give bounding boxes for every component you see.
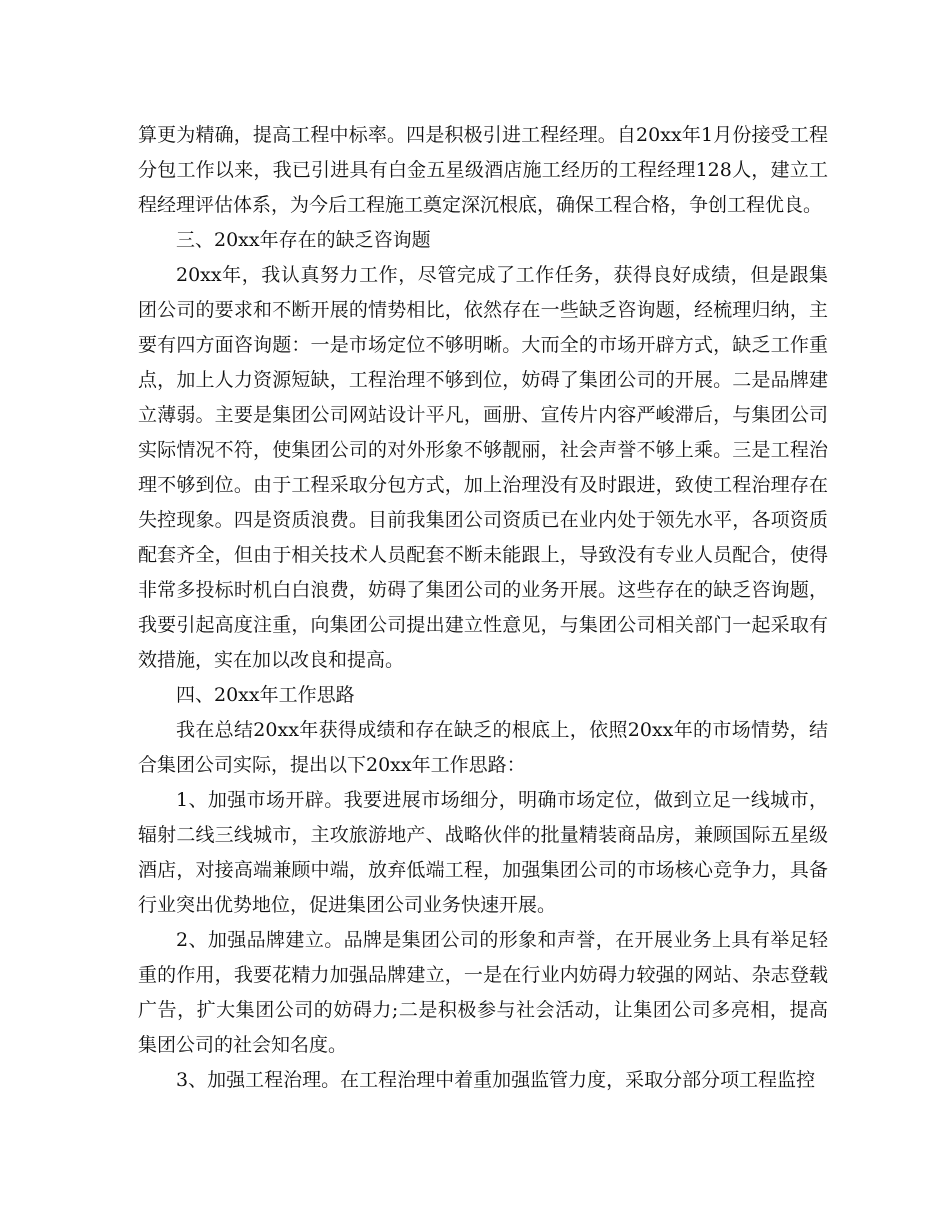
paragraph-intro: 我在总结20xx年获得成绩和存在缺乏的根底上，依照20xx年的市场情势，结合集团公司实际，提出以下20xx年工作思路： xyxy=(138,719,828,776)
paragraph-continuation: 算更为精确，提高工程中标率。四是积极引进工程经理。自20xx年1月份接受工程分包工作以来，我已引进具有白金五星级酒店施工经历的工程经理128人，建立工程经理评估体系，为今后工程施工奠定深沉根底，确保工程合格，争创工程优良。 xyxy=(138,124,828,216)
list-item-1: 1、加强市场开辟。我要进展市场细分，明确市场定位，做到立足一线城市，辐射二线三线城市，主攻旅游地产、战略伙伴的批量精装商品房，兼顾国际五星级酒店，对接高端兼顾中端，放弃低端工程，加强集团公司的市场核心竞争力，具备行业突出优势地位，促进集团公司业务快速开展。 xyxy=(138,789,828,916)
list-item-3: 3、加强工程治理。在工程治理中着重加强监管力度，采取分部分项工程监控 xyxy=(176,1069,816,1091)
document-body xyxy=(138,118,828,1098)
list-item-2: 2、加强品牌建立。品牌是集团公司的形象和声誉，在开展业务上具有举足轻重的作用，我要花精力加强品牌建立，一是在行业内妨碍力较强的网站、杂志登载广告，扩大集团公司的妨碍力;二是积极参与社会活动，让集团公司多亮相，提高集团公司的社会知名度。 xyxy=(138,929,828,1056)
section-heading-3: 三、20xx年存在的缺乏咨询题 xyxy=(176,229,431,251)
section-heading-4: 四、20xx年工作思路 xyxy=(176,684,355,706)
paragraph-problems: 20xx年，我认真努力工作，尽管完成了工作任务，获得良好成绩，但是跟集团公司的要求和不断开展的情势相比，依然存在一些缺乏咨询题，经梳理归纳，主要有四方面咨询题：一是市场定位不够明晰。大而全的市场开辟方式，缺乏工作重点，加上人力资源短缺，工程治理不够到位，妨碍了集团公司的开展。二是品牌建立薄弱。主要是集团公司网站设计平凡，画册、宣传片内容严峻滞后，与集团公司实际情况不符，使集团公司的对外形象不够靓丽，社会声誉不够上乘。三是工程治理不够到位。由于工程采取分包方式，加上治理没有及时跟进，致使工程治理存在失控现象。四是资质浪费。目前我集团公司资质已在业内处于领先水平，各项资质配套齐全，但由于相关技术人员配套不断未能跟上，导致没有专业人员配合，使得非常多投标时机白白浪费，妨碍了集团公司的业务开展。这些存在的缺乏咨询题，我要引起高度注重，向集团公司提出建立性意见，与集团公司相关部门一起采取有效措施，实在加以改良和提高。 xyxy=(138,264,828,671)
